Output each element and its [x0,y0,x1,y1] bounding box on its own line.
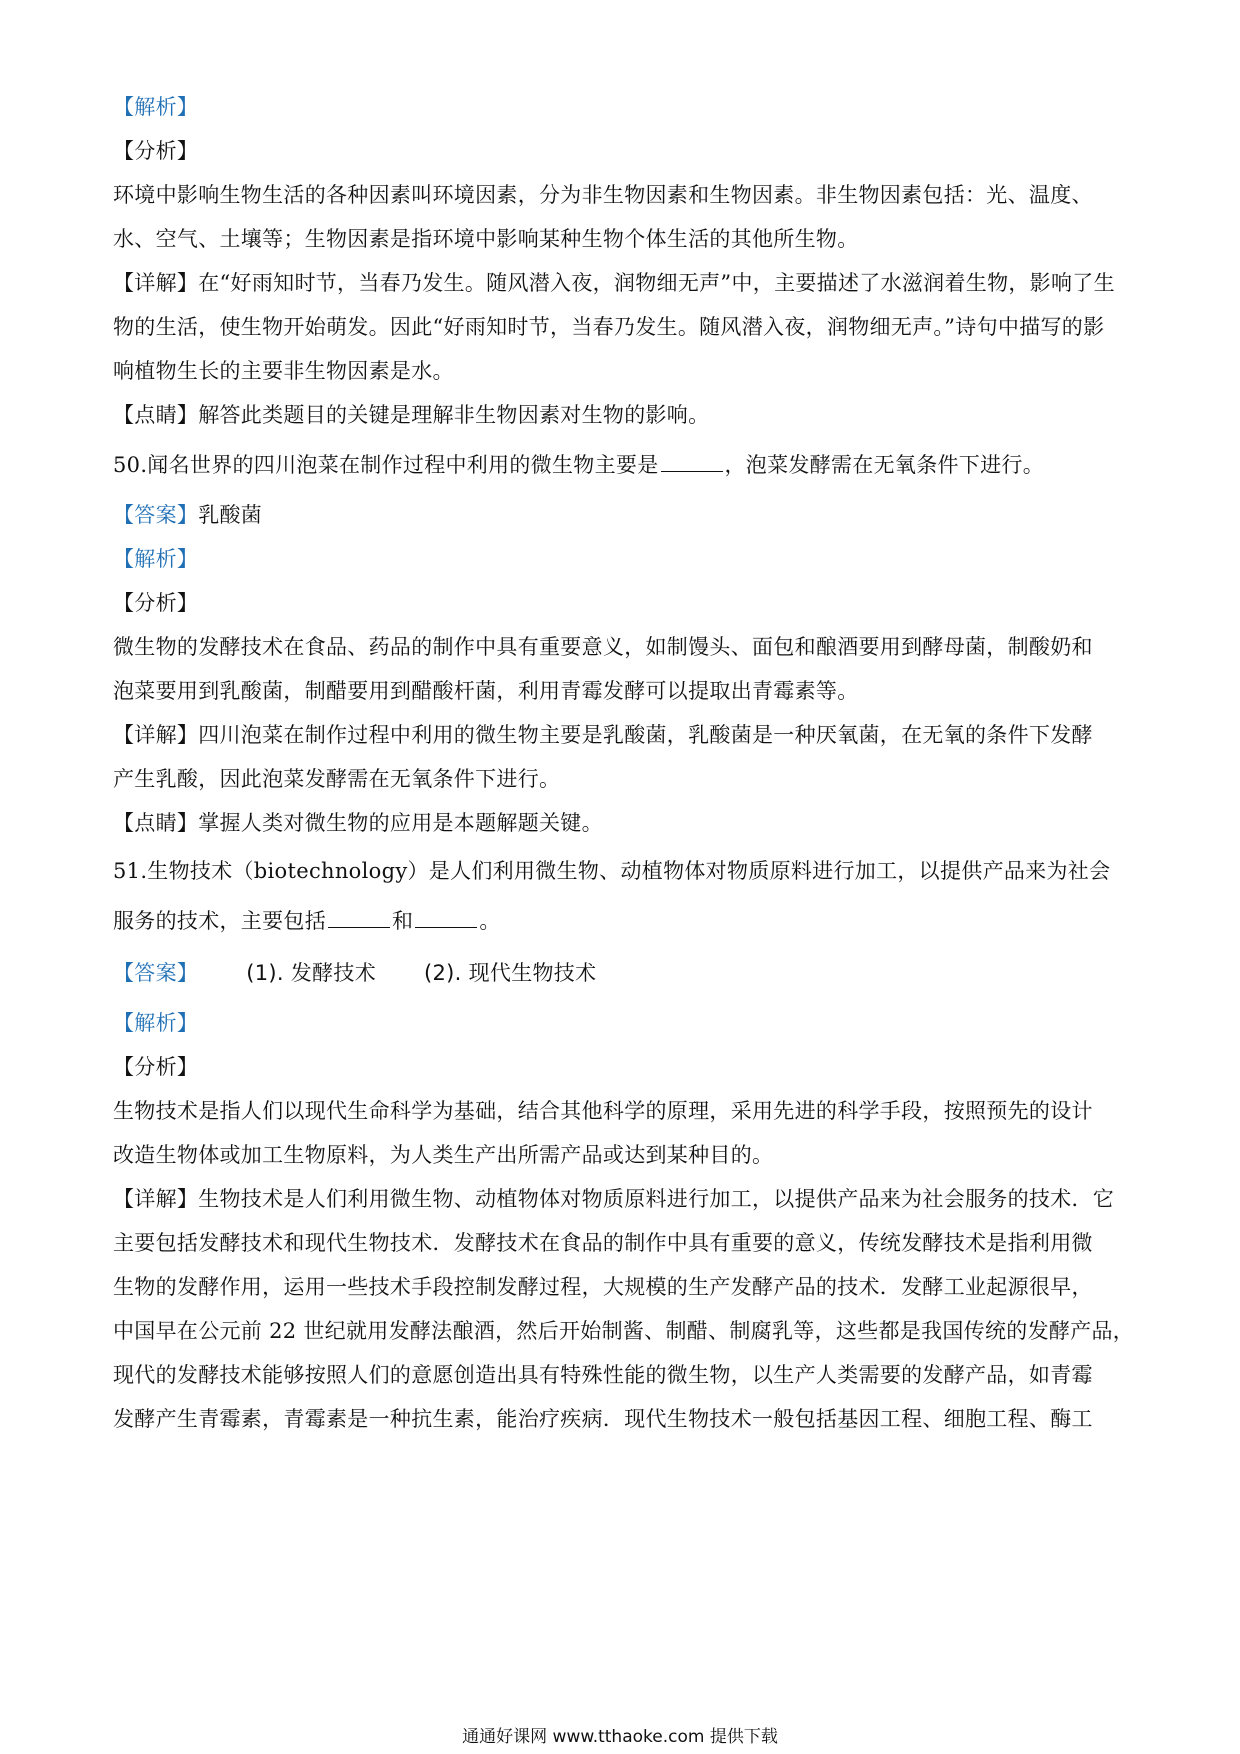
section-tag-jiexi: 【解析】 [113,95,199,119]
answer-blank [328,909,390,928]
question-text: 和 [392,909,414,933]
question-51: 51.生物技术（biotechnology）是人们利用微生物、动植物体对物质原料进行加工，以提供产品来为社会 [113,859,1111,883]
section-tag-dianjing: 【点睛】 [113,811,199,835]
answer-line [113,500,1133,530]
paragraph-text: 生物技术是人们利用微生物、动植物体对物质原料进行加工，以提供产品来为社会服务的技术．它 [198,1187,1115,1211]
paragraph-line: 主要包括发酵技术和现代生物技术．发酵技术在食品的制作中具有重要的意义，传统发酵技术是指利用微 [113,1231,1093,1255]
answer-blank [661,453,723,472]
section-tag-dianjing: 【点睛】 [113,403,199,427]
section-tag-fenxi: 【分析】 [113,1055,199,1079]
section-tag-xiangjie: 【详解】 [113,271,199,295]
section-tag-fenxi: 【分析】 [113,139,199,163]
question-text: 。 [479,909,501,933]
paragraph-line: 泡菜要用到乳酸菌，制醋要用到醋酸杆菌，利用青霉发酵可以提取出青霉素等。 [113,679,859,703]
paragraph-line: 微生物的发酵技术在食品、药品的制作中具有重要意义，如制馒头、面包和酿酒要用到酵母菌，制酸奶和 [113,635,1093,659]
paragraph-line: 响植物生长的主要非生物因素是水。 [113,359,454,383]
paragraph-line: 发酵产生青霉素，青霉素是一种抗生素，能治疗疾病．现代生物技术一般包括基因工程、细胞工程、酶工 [113,1407,1093,1431]
paragraph-line: 生物的发酵作用，运用一些技术手段控制发酵过程，大规模的生产发酵产品的技术．发酵工业起源很早， [113,1275,1093,1299]
paragraph-line [113,1184,1133,1214]
paragraph-line [113,268,1133,298]
section-tag-xiangjie: 【详解】 [113,723,199,747]
paragraph-line: 中国早在公元前 22 世纪就用发酵法酿酒，然后开始制酱、制醋、制腐乳等，这些都是我国传统的发酵产品， [113,1319,1135,1343]
answer-text: 乳酸菌 [198,503,263,527]
paragraph-line: 产生乳酸，因此泡菜发酵需在无氧条件下进行。 [113,767,561,791]
answer-line [113,958,1133,988]
paragraph-text: 在“好雨知时节，当春乃发生。随风潜入夜，润物细无声”中，主要描述了水滋润着生物，影响了生 [198,271,1115,295]
paragraph-line: 物的生活，使生物开始萌发。因此“好雨知时节，当春乃发生。随风潜入夜，润物细无声。”诗句中描写的影 [113,315,1105,339]
paragraph-line [113,720,1133,750]
section-tag-fenxi: 【分析】 [113,591,199,615]
answer-item-2: (2). 现代生物技术 [424,961,597,985]
question-text: ，泡菜发酵需在无氧条件下进行。 [724,453,1044,477]
paragraph-line [113,808,1133,838]
page-footer: 通通好课网 www.tthaoke.com 提供下载 [462,1727,778,1747]
paragraph-text: 掌握人类对微生物的应用是本题解题关键。 [198,811,603,835]
paragraph-line: 生物技术是指人们以现代生命科学为基础，结合其他科学的原理，采用先进的科学手段，按照预先的设计 [113,1099,1093,1123]
question-text: 服务的技术，主要包括 [113,909,326,933]
section-tag-xiangjie: 【详解】 [113,1187,199,1211]
paragraph-line [113,400,1133,430]
section-tag-jiexi: 【解析】 [113,1011,199,1035]
paragraph-line: 改造生物体或加工生物原料，为人类生产出所需产品或达到某种目的。 [113,1143,774,1167]
paragraph-line: 水、空气、土壤等；生物因素是指环境中影响某种生物个体生活的其他所生物。 [113,227,859,251]
paragraph-line: 环境中影响生物生活的各种因素叫环境因素，分为非生物因素和生物因素。非生物因素包括：光、温度、 [113,183,1093,207]
paragraph-text: 解答此类题目的关键是理解非生物因素对生物的影响。 [198,403,710,427]
question-51-line2 [113,906,1133,936]
section-tag-daan: 【答案】 [113,961,199,985]
answer-item-1: (1). 发酵技术 [246,961,376,985]
answer-blank [415,909,477,928]
section-tag-jiexi: 【解析】 [113,547,199,571]
question-text: 50.闻名世界的四川泡菜在制作过程中利用的微生物主要是 [113,453,659,477]
section-tag-daan: 【答案】 [113,503,199,527]
paragraph-text: 四川泡菜在制作过程中利用的微生物主要是乳酸菌，乳酸菌是一种厌氧菌，在无氧的条件下发酵 [198,723,1093,747]
question-50 [113,450,1133,480]
paragraph-line: 现代的发酵技术能够按照人们的意愿创造出具有特殊性能的微生物，以生产人类需要的发酵产品，如青霉 [113,1363,1093,1387]
